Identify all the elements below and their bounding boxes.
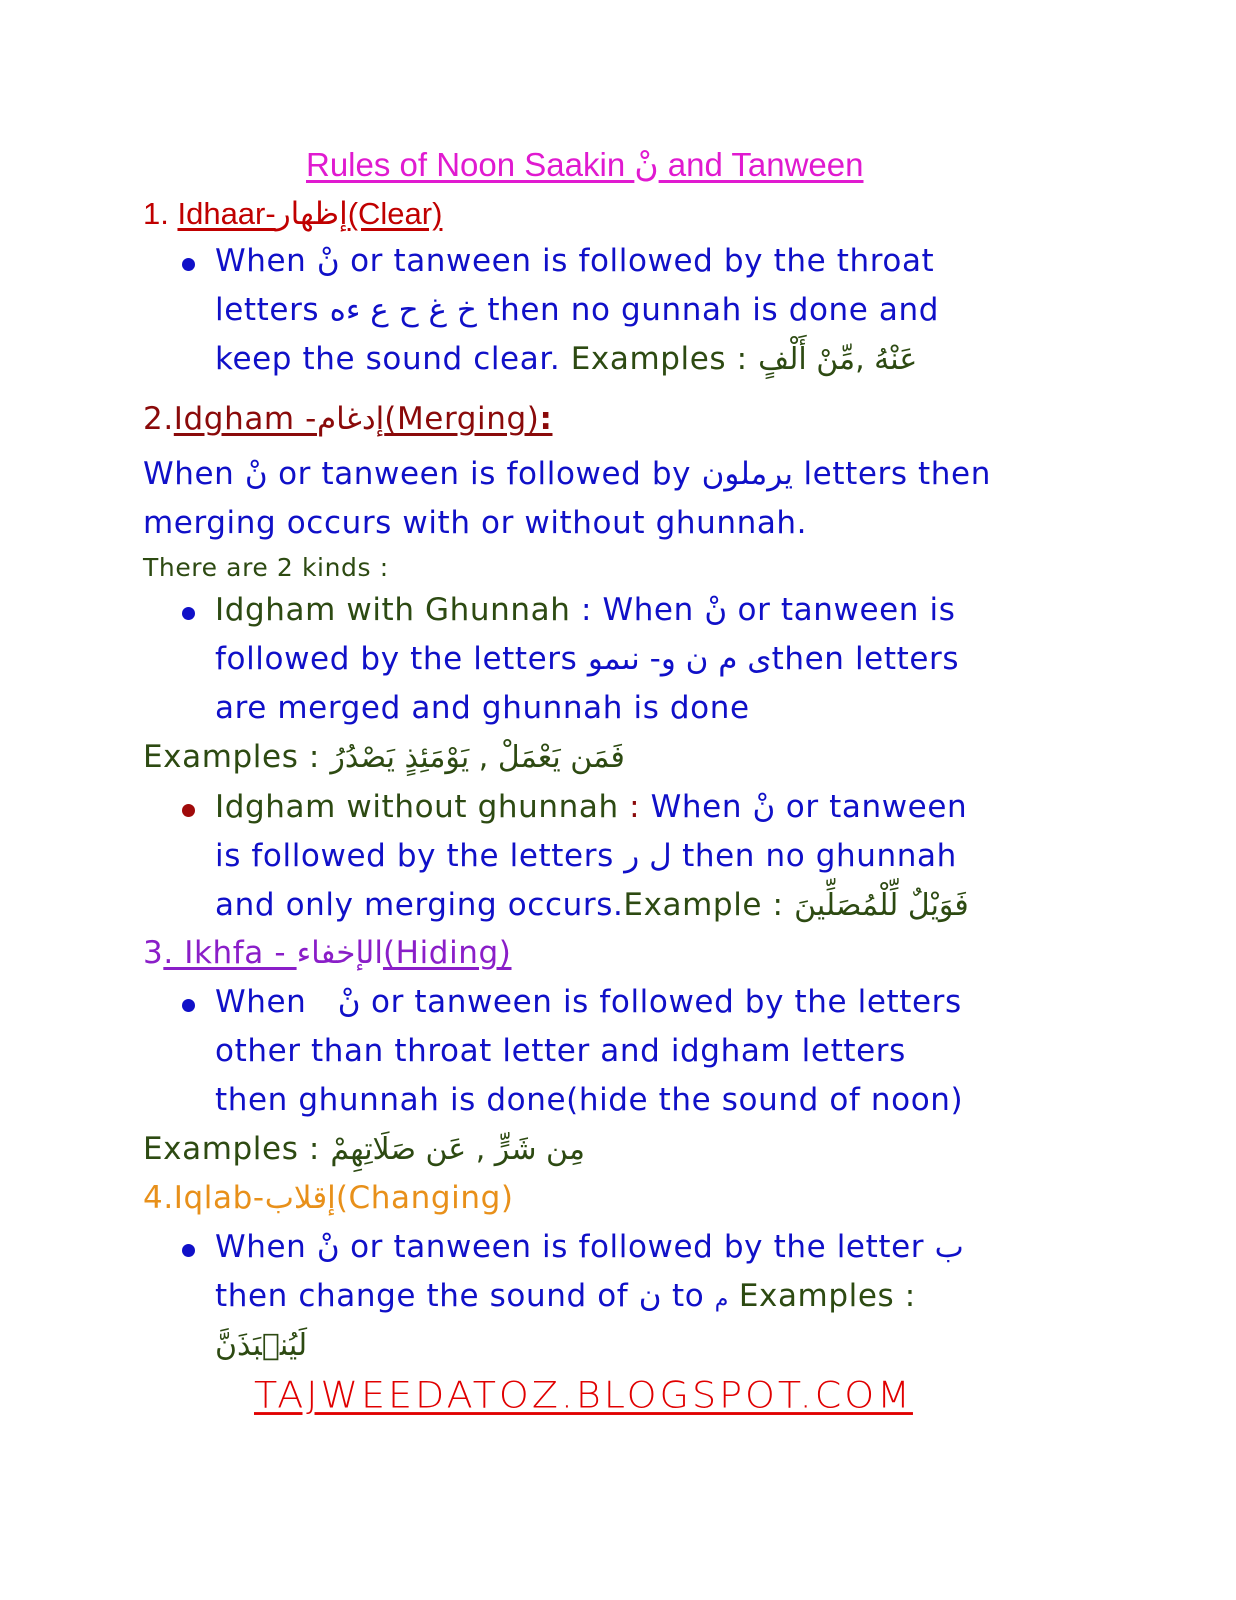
noon-glyph: نْ bbox=[337, 984, 361, 1020]
kind-name: Idgham with Ghunnah bbox=[215, 592, 571, 628]
examples-arabic: فَوَيْلٌ لِّلْمُصَلِّينَ bbox=[794, 888, 969, 923]
text: When bbox=[143, 456, 245, 492]
section-number: 2. bbox=[143, 401, 174, 437]
section-heading-idgham bbox=[143, 401, 553, 437]
text: letters then bbox=[792, 456, 991, 492]
iqlab-line-1 bbox=[215, 1229, 964, 1265]
examples-label: Examples : bbox=[143, 1131, 331, 1167]
section-name: Idhaar- bbox=[177, 196, 276, 231]
section-heading-iqlab bbox=[143, 1180, 514, 1216]
idgham-no-ghunnah-line-3 bbox=[215, 887, 969, 923]
examples-arabic: فَمَن يَعْمَلْ , يَوْمَئِذٍ يَصْدُرُ bbox=[330, 740, 625, 775]
examples-label: Examples : bbox=[570, 341, 759, 377]
section-arabic: الإخفاء bbox=[296, 935, 383, 971]
text: are merged and ghunnah is done bbox=[215, 690, 750, 726]
examples-arabic: مِن شَرٍّ , عَن صَلَاتِهِمْ bbox=[330, 1132, 585, 1167]
idgham-intro-line-2 bbox=[143, 505, 808, 541]
noon-glyph: نْ bbox=[316, 1229, 340, 1265]
text: followed by the letters bbox=[215, 641, 588, 677]
section-heading-ikhfa bbox=[143, 935, 512, 971]
meem-letter: م bbox=[714, 1287, 729, 1312]
noon-glyph: نْ bbox=[316, 243, 340, 279]
section-meaning: (Merging) bbox=[384, 401, 540, 437]
section-arabic: إدغام bbox=[316, 401, 385, 437]
examples-label: Examples : bbox=[143, 739, 331, 775]
noon-glyph: نْ bbox=[634, 145, 659, 184]
bullet-icon bbox=[182, 804, 195, 817]
iqlab-line-2 bbox=[215, 1278, 916, 1314]
kinds-label: There are 2 kinds : bbox=[143, 553, 389, 582]
bullet-icon bbox=[182, 1244, 195, 1257]
idhaar-line-3 bbox=[215, 341, 918, 377]
separator: : bbox=[618, 789, 651, 825]
text: When bbox=[215, 984, 338, 1020]
text: then no ghunnah bbox=[671, 838, 957, 874]
lam-ra-letters: ل ر bbox=[624, 838, 672, 874]
title-text: Rules of Noon Saakin bbox=[306, 146, 635, 183]
text: keep the sound clear. bbox=[215, 341, 571, 377]
text: When bbox=[215, 243, 317, 279]
section-name: Idgham - bbox=[173, 401, 317, 437]
text: or tanween is followed by the letter bbox=[339, 1229, 935, 1265]
text: or tanween is bbox=[727, 592, 956, 628]
text: letters bbox=[215, 292, 330, 328]
section-heading-idhaar bbox=[143, 198, 442, 230]
section-meaning: (Hiding) bbox=[382, 935, 512, 971]
examples-label: Example : bbox=[623, 887, 795, 923]
section-number: 4. bbox=[143, 1180, 174, 1216]
ikhfa-line-2 bbox=[215, 1033, 906, 1069]
ikhfa-examples bbox=[143, 1131, 585, 1167]
section-number: 1. bbox=[143, 196, 178, 231]
examples-label: Examples : bbox=[728, 1278, 916, 1314]
throat-letters: خ غ ح ع ءه bbox=[329, 292, 477, 328]
idgham-no-ghunnah-line-1 bbox=[215, 789, 968, 825]
text: or tanween bbox=[775, 789, 968, 825]
idgham-ghunnah-examples bbox=[143, 739, 625, 775]
section-meaning: (Clear) bbox=[347, 196, 443, 231]
idhaar-line-2 bbox=[215, 292, 940, 328]
examples-arabic: عَنْهُ ,مِّنْ أَلْفٍ bbox=[758, 342, 918, 377]
section-suffix: : bbox=[539, 401, 553, 437]
text: then change the sound of bbox=[215, 1278, 639, 1314]
bullet-icon bbox=[182, 607, 195, 620]
separator: : bbox=[570, 592, 603, 628]
noon-glyph: نْ bbox=[244, 456, 268, 492]
noon-glyph: نْ bbox=[752, 789, 776, 825]
text: or tanween is followed by the letters bbox=[360, 984, 962, 1020]
idgham-intro-line-1 bbox=[143, 456, 991, 492]
idhaar-line-1 bbox=[215, 243, 935, 279]
section-arabic: إظهار bbox=[275, 196, 348, 232]
examples-arabic: لَيُنۢبَذَنَّ bbox=[215, 1328, 308, 1363]
iqlab-line-3 bbox=[215, 1330, 307, 1361]
section-number: 3 bbox=[143, 935, 164, 971]
text: other than throat letter and idgham letters bbox=[215, 1033, 906, 1069]
bullet-icon bbox=[182, 999, 195, 1012]
noon-letter: ن bbox=[638, 1278, 662, 1314]
text: When bbox=[650, 789, 753, 825]
section-name: . Ikhfa - bbox=[163, 935, 297, 971]
ikhfa-line-3 bbox=[215, 1082, 964, 1118]
blog-link[interactable]: TAJWEEDATOZ.BLOGSPOT.COM bbox=[254, 1374, 913, 1416]
section-name: Iqlab- bbox=[173, 1180, 265, 1216]
title-text-end: and Tanween bbox=[658, 146, 864, 183]
kind-name: Idgham without ghunnah bbox=[215, 789, 619, 825]
text: or tanween is followed by the throat bbox=[339, 243, 935, 279]
idgham-no-ghunnah-line-2 bbox=[215, 838, 957, 874]
text: then no gunnah is done and bbox=[476, 292, 940, 328]
text: to bbox=[661, 1278, 715, 1314]
text: and only merging occurs. bbox=[215, 887, 624, 923]
idgham-ghunnah-line-3 bbox=[215, 690, 750, 726]
section-arabic: إقلاب bbox=[264, 1180, 336, 1216]
text: When bbox=[602, 592, 705, 628]
text: or tanween is followed by bbox=[267, 456, 702, 492]
idgham-ghunnah-line-1 bbox=[215, 592, 956, 628]
noon-glyph: نْ bbox=[704, 592, 728, 628]
ikhfa-line-1 bbox=[215, 984, 962, 1020]
text: is followed by the letters bbox=[215, 838, 625, 874]
text: When bbox=[215, 1229, 317, 1265]
idgham-ghunnah-line-2 bbox=[215, 641, 960, 677]
section-meaning: (Changing) bbox=[335, 1180, 514, 1216]
page-title bbox=[306, 145, 864, 184]
bullet-icon bbox=[182, 258, 195, 271]
yarmaloon-letters: يرملون bbox=[701, 456, 793, 492]
text: merging occurs with or without ghunnah. bbox=[143, 505, 808, 541]
ghunnah-letters: ى م ن و- نىمو bbox=[587, 641, 772, 677]
text: then letters bbox=[771, 641, 960, 677]
text: then ghunnah is done(hide the sound of noon) bbox=[215, 1082, 964, 1118]
ba-letter: ب bbox=[934, 1229, 964, 1265]
